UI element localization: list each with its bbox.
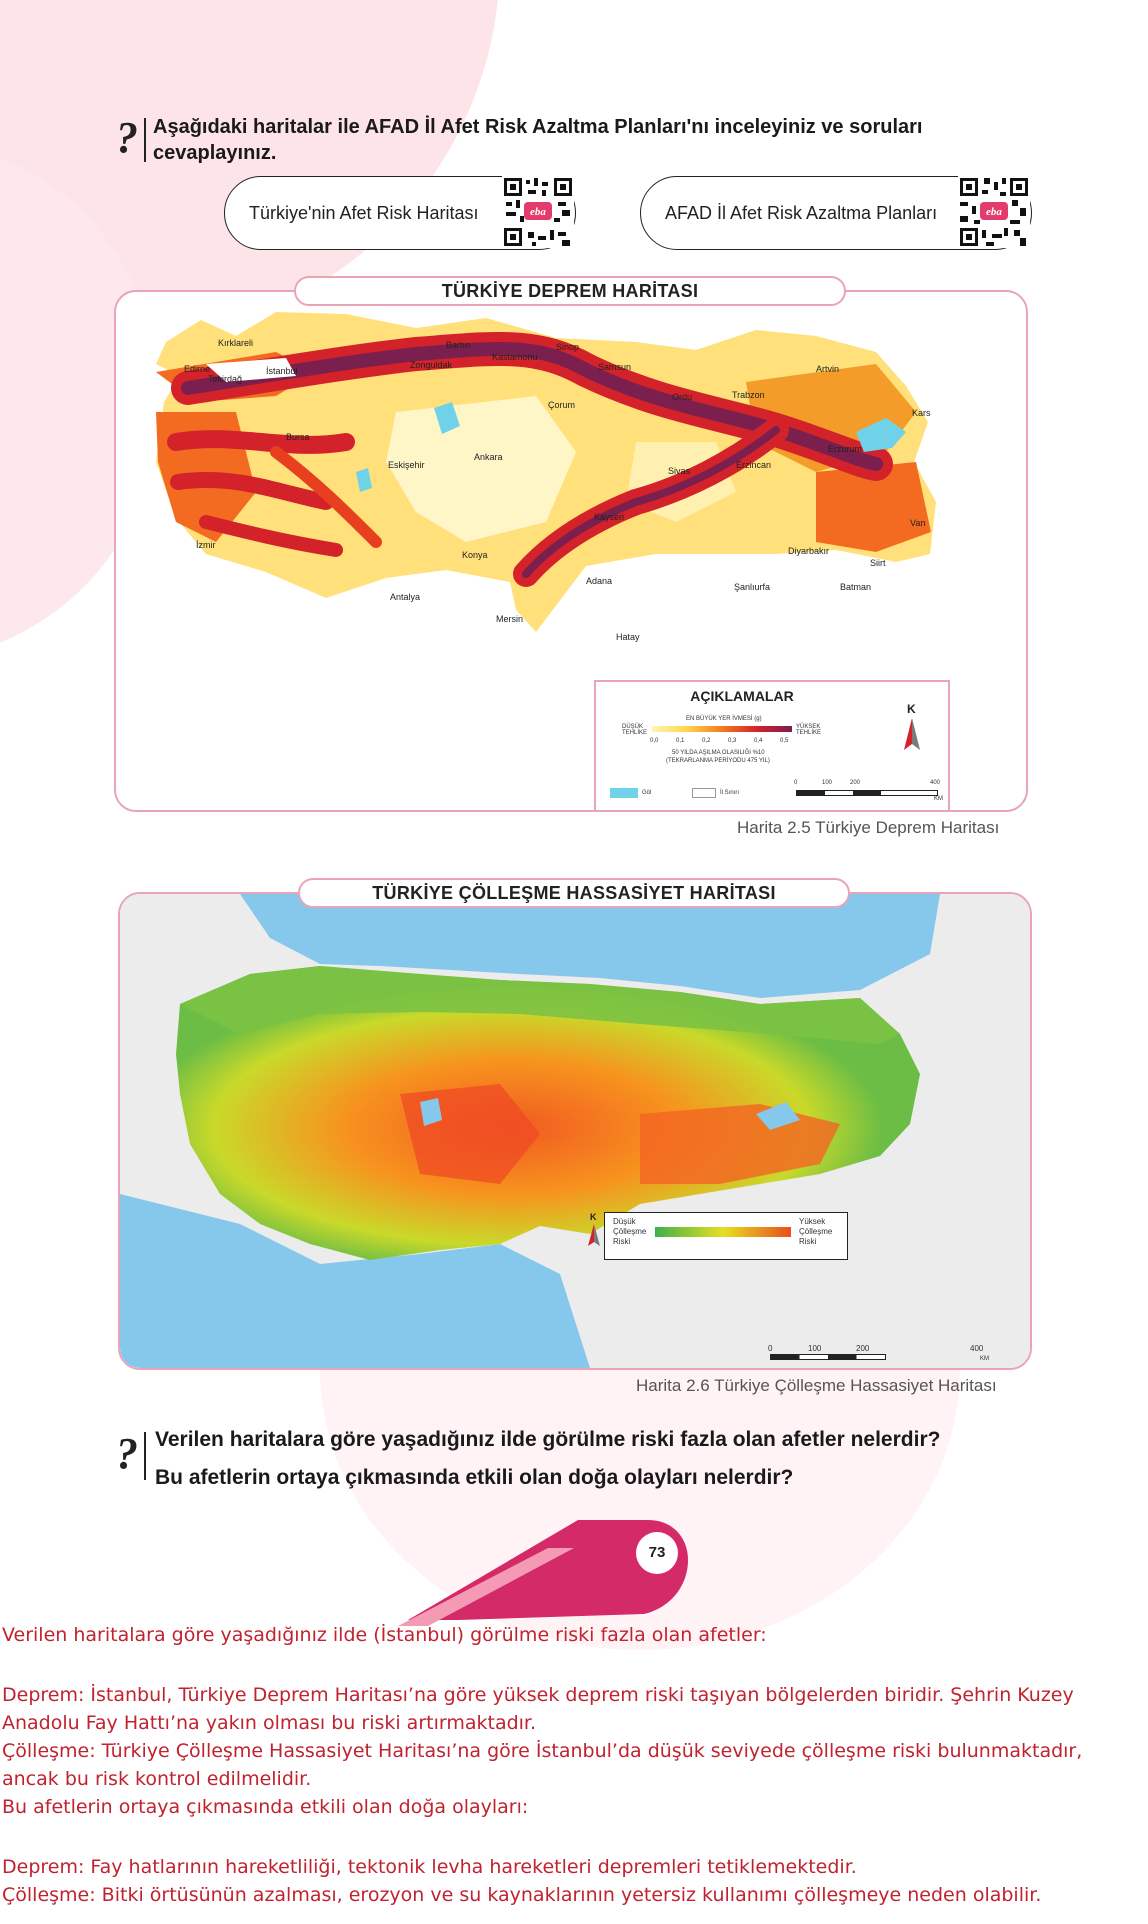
desertification-map-title: TÜRKİYE ÇÖLLEŞME HASSASİYET HARİTASI: [298, 878, 850, 908]
earthquake-map-caption: Harita 2.5 Türkiye Deprem Haritası: [737, 818, 1000, 837]
legend-title: AÇIKLAMALAR: [690, 688, 794, 704]
city-label: Kars: [912, 408, 931, 418]
legend-high-line: Yüksek: [799, 1217, 826, 1226]
legend-border-swatch: [692, 788, 716, 798]
city-label: Kastamonu: [492, 352, 538, 362]
city-label: Artvin: [816, 364, 840, 374]
city-label: Edirne: [184, 364, 211, 374]
city-label: İzmir: [196, 540, 216, 550]
legend-low-line: Riski: [613, 1237, 631, 1246]
answer-line: Verilen haritalara göre yaşadığınız ilde (İstanbul) görülme riski fazla olan afetler:: [2, 1624, 767, 1646]
qr-code-icon[interactable]: [502, 176, 574, 248]
earthquake-map-frame: [114, 290, 1028, 812]
city-label: Kırklareli: [218, 338, 254, 348]
city-label: Sivas: [668, 466, 691, 476]
legend-low-line: Çölleşme: [613, 1227, 647, 1236]
question-divider: [144, 118, 146, 162]
answer-line: Çölleşme: Bitki örtüsünün azalması, erozyon ve su kaynaklarının yetersiz kullanımı çölleşmeye neden olabilir.: [2, 1884, 1042, 1906]
city-label: Hatay: [616, 632, 640, 642]
link-afad-plans-label: AFAD İl Afet Risk Azaltma Planları: [665, 203, 938, 223]
north-arrow-icon: [712, 1298, 730, 1338]
city-label: İstanbul: [266, 366, 298, 376]
north-arrow-icon: K: [900, 702, 924, 752]
scale-label: 200: [850, 780, 861, 786]
link-risk-map-label: Türkiye'nin Afet Risk Haritası: [249, 203, 479, 223]
scale-label: 100: [822, 780, 833, 786]
city-label: Tekirdağ: [208, 374, 243, 384]
legend-high-line: Çölleşme: [799, 1227, 833, 1236]
legend-high-line: Riski: [799, 1237, 817, 1246]
legend-gradient-bar: [652, 726, 792, 732]
scale-label: 100: [808, 1344, 822, 1353]
legend-gradient-title: EN BÜYÜK YER İVMESİ (g): [686, 716, 762, 722]
city-label: Erzincan: [736, 460, 772, 470]
city-label: Diyarbakır: [788, 546, 830, 556]
city-label: Şanlıurfa: [734, 582, 771, 592]
legend-low-label: DÜŞÜK TEHLİKE: [622, 724, 648, 736]
earthquake-map-title: TÜRKİYE DEPREM HARİTASI: [294, 276, 846, 306]
city-label: Van: [910, 518, 926, 528]
answer-line: Bu afetlerin ortaya çıkmasında etkili olan doğa olayları:: [2, 1796, 529, 1818]
question-mark-icon: ?: [116, 1429, 138, 1478]
legend-high-label: YÜKSEK TEHLİKE: [796, 724, 822, 736]
city-label: Eskişehir: [388, 460, 425, 470]
legend-tick: 0,0: [650, 738, 659, 744]
scale-bar: [770, 1354, 886, 1360]
answer-line: Anadolu Fay Hattı’na yakın olması bu riski artırmaktadır.: [2, 1712, 537, 1734]
answer-line: Deprem: İstanbul, Türkiye Deprem Haritası’na göre yüksek deprem riski taşıyan bölgelerden biridir. Şehrin Kuzey: [2, 1684, 1074, 1706]
scale-label: 0: [794, 780, 798, 786]
question2-line2: Bu afetlerin ortaya çıkmasında etkili olan doğa olayları nelerdir?: [155, 1466, 794, 1489]
scale-label: 0: [768, 1344, 773, 1353]
city-label: Samsun: [598, 362, 632, 372]
city-label: Zonguldak: [410, 360, 453, 370]
city-label: Bursa: [286, 432, 310, 442]
question1-line1: Aşağıdaki haritalar ile AFAD İl Afet Risk Azaltma Planları'nı inceleyiniz ve soruları: [153, 116, 923, 138]
legend-border-label: İl Sınırı: [720, 790, 740, 796]
svg-text:eba: eba: [530, 206, 546, 218]
question2-line1: Verilen haritalara göre yaşadığınız ilde görülme riski fazla olan afetler nelerdir?: [155, 1428, 941, 1451]
city-label: Erzurum: [828, 444, 863, 454]
scale-unit: KM: [934, 796, 943, 802]
legend-tick: 0,2: [702, 738, 711, 744]
scale-unit: KM: [980, 1356, 989, 1362]
desertification-legend: [604, 1212, 848, 1260]
question-mark-icon: ?: [116, 113, 138, 162]
city-label: Bartın: [446, 340, 471, 350]
scale-label: 200: [856, 1344, 870, 1353]
desertification-map-caption: Harita 2.6 Türkiye Çölleşme Hassasiyet Haritası: [636, 1376, 997, 1395]
city-label: Konya: [462, 550, 488, 560]
answer-line: Deprem: Fay hatlarının hareketliliği, tektonik levha hareketleri depremleri tetiklemektedir.: [2, 1856, 857, 1878]
city-label: Antalya: [390, 592, 421, 602]
scale-label: 400: [970, 1344, 984, 1353]
legend-gradient-bar: [655, 1227, 791, 1237]
legend-tick: 0,5: [780, 738, 789, 744]
desertification-map: [120, 894, 1030, 1368]
legend-note: 50 YILDA AŞILMA OLASILIĞI %10: [672, 750, 765, 756]
scale-label: 400: [930, 780, 941, 786]
city-label: Siirt: [870, 558, 886, 568]
svg-text:eba: eba: [986, 206, 1002, 218]
legend-tick: 0,3: [728, 738, 737, 744]
legend-lake-label: Göl: [642, 790, 652, 796]
city-label: Sinop: [556, 342, 580, 352]
city-label: Kayseri: [594, 512, 625, 522]
city-label: Mersin: [496, 614, 524, 624]
city-label: Çorum: [548, 400, 576, 410]
question-divider: [144, 1432, 146, 1480]
city-label: Batman: [840, 582, 872, 592]
scale-bar: [796, 790, 938, 796]
north-arrow-icon: K: [586, 1212, 602, 1252]
city-label: Trabzon: [732, 390, 765, 400]
city-label: Ankara: [474, 452, 503, 462]
desertification-map-frame: [118, 892, 1032, 1370]
legend-tick: 0,1: [676, 738, 685, 744]
legend-note: (TEKRARLANMA PERİYODU 475 YIL): [666, 758, 770, 764]
city-label: Ordu: [672, 392, 693, 402]
city-label: Adana: [586, 576, 613, 586]
answer-line: ancak bu risk kontrol edilmelidir.: [2, 1768, 312, 1790]
legend-lake-swatch: [610, 788, 638, 798]
earthquake-legend: [594, 680, 950, 812]
qr-code-icon[interactable]: [958, 176, 1030, 248]
legend-low-line: Düşük: [613, 1217, 636, 1226]
page-number: 73: [636, 1532, 678, 1574]
legend-tick: 0,4: [754, 738, 763, 744]
answer-line: Çölleşme: Türkiye Çölleşme Hassasiyet Haritası’na göre İstanbul’da düşük seviyede çölleşme riski bulunmaktadır,: [2, 1740, 1083, 1762]
question1-line2: cevaplayınız.: [153, 142, 277, 164]
